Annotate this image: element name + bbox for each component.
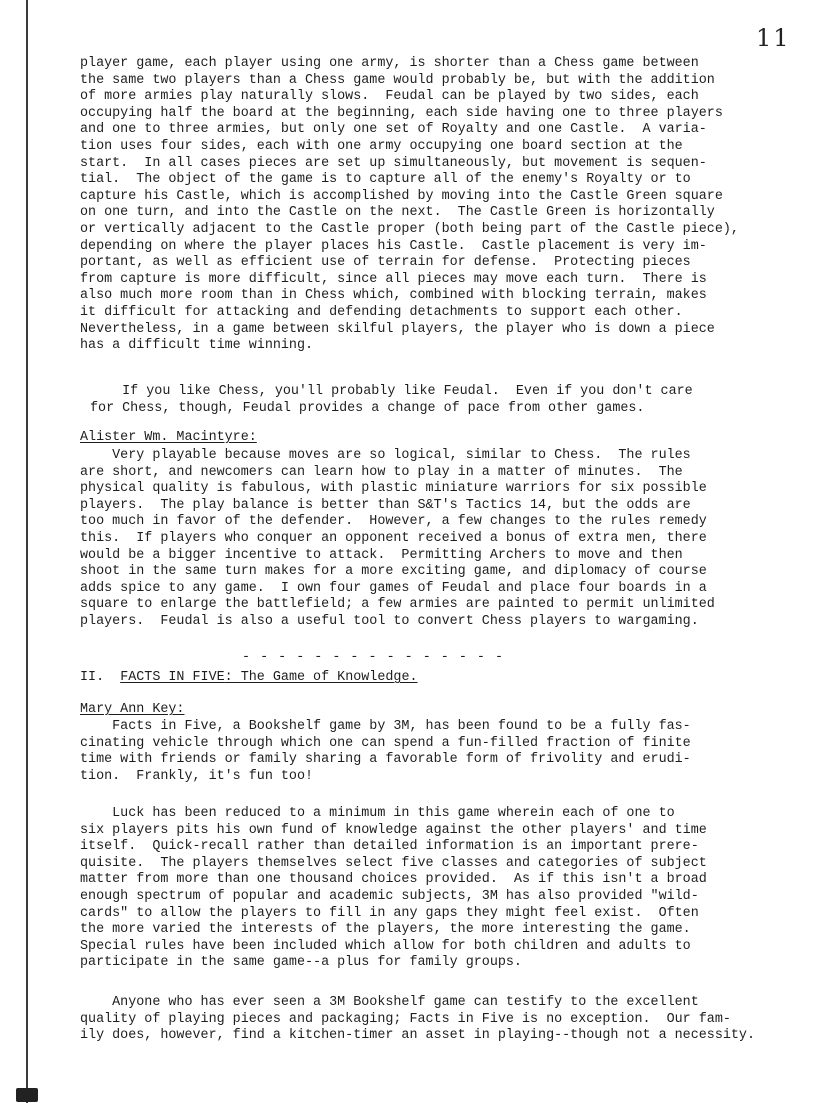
- text-line: occupying half the board at the beginning, each side having one to three players: [80, 105, 723, 121]
- reviewer-name: Mary Ann Key:: [80, 702, 185, 717]
- text-line: from capture is more difficult, since all pieces may move each turn. There is: [80, 271, 707, 287]
- text-line: has a difficult time winning.: [80, 338, 314, 354]
- text-line: it difficult for attacking and defending detachments to support each other.: [80, 304, 683, 320]
- reviewer-heading-macintyre: [80, 430, 780, 447]
- text-line: cinating vehicle through which one can spend a fun-filled fraction of finite: [80, 735, 691, 751]
- text-line: tion uses four sides, each with one army occupying one board section at the: [80, 138, 683, 154]
- text-line: participate in the same game--a plus for family groups.: [80, 955, 522, 971]
- text-line: player game, each player using one army, is shorter than a Chess game between: [80, 56, 699, 71]
- text-line: also much more room than in Chess which, combined with blocking terrain, makes: [80, 288, 707, 304]
- paragraph-feudal-closing: [90, 384, 790, 417]
- paragraph-macintyre: [80, 448, 780, 631]
- page-number: 11: [756, 24, 791, 52]
- text-line: itself. Quick-recall rather than detailed information is an important prere-: [80, 839, 699, 855]
- text-line: and one to three armies, but only one set of Royalty and one Castle. A varia-: [80, 122, 707, 138]
- section-number: II.: [80, 670, 105, 685]
- paragraph-key-intro: [80, 719, 780, 785]
- text-line: quisite. The players themselves select five classes and categories of subject: [80, 855, 707, 871]
- text-line: six players pits his own fund of knowledge against the other players' and time: [80, 822, 707, 838]
- text-line: or vertically adjacent to the Castle proper (both being part of the Castle piece),: [80, 221, 739, 237]
- text-line: start. In all cases pieces are set up simultaneously, but movement is sequen-: [80, 155, 707, 171]
- text-line: Facts in Five, a Bookshelf game by 3M, has been found to be a fully fas-: [80, 719, 691, 734]
- text-line: quality of playing pieces and packaging; Facts in Five is no exception. Our fam-: [80, 1011, 731, 1027]
- text-line: time with friends or family sharing a favorable form of frivolity and erudi-: [80, 752, 691, 768]
- reviewer-name: Alister Wm. Macintyre:: [80, 430, 257, 445]
- section-divider: - - - - - - - - - - - - - - -: [242, 650, 505, 665]
- text-line: enough spectrum of popular and academic subjects, 3M has also provided "wild-: [80, 888, 699, 904]
- text-line: tion. Frankly, it's fun too!: [80, 768, 314, 784]
- section-title-subtitle: : The Game of Knowledge.: [224, 670, 418, 685]
- text-line: Special rules have been included which allow for both children and adults to: [80, 938, 691, 954]
- text-line: would be a bigger incentive to attack. Permitting Archers to move and then: [80, 547, 683, 563]
- text-line: If you like Chess, you'll probably like Feudal. Even if you don't care: [90, 384, 693, 399]
- text-line: depending on where the player places his Castle. Castle placement is very im-: [80, 238, 707, 254]
- text-line: for Chess, though, Feudal provides a change of pace from other games.: [90, 400, 645, 416]
- text-line: Luck has been reduced to a minimum in this game wherein each of one to: [80, 806, 675, 821]
- page-edge-line: [26, 0, 28, 1103]
- text-line: too much in favor of the defender. However, a few changes to the rules remedy: [80, 514, 707, 530]
- text-line: cards" to allow the players to fill in any gaps they might feel exist. Often: [80, 905, 699, 921]
- text-line: Anyone who has ever seen a 3M Bookshelf game can testify to the excellent: [80, 995, 699, 1010]
- text-line: capture his Castle, which is accomplished by moving into the Castle Green square: [80, 188, 723, 204]
- text-line: tial. The object of the game is to capture all of the enemy's Royalty or to: [80, 172, 691, 188]
- text-line: matter from more than one thousand choices provided. As if this isn't a broad: [80, 872, 707, 888]
- section-heading: [80, 670, 780, 687]
- text-line: players. The play balance is better than S&T's Tactics 14, but the odds are: [80, 497, 691, 513]
- text-line: of more armies play naturally slows. Feudal can be played by two sides, each: [80, 89, 699, 105]
- text-line: ily does, however, find a kitchen-timer an asset in playing--though not a necessity.: [80, 1028, 755, 1044]
- text-line: portant, as well as efficient use of terrain for defense. Protecting pieces: [80, 255, 691, 271]
- text-line: shoot in the same turn makes for a more exciting game, and diplomacy of course: [80, 564, 707, 580]
- text-line: square to enlarge the battlefield; a few armies are painted to permit unlimited: [80, 597, 715, 613]
- text-line: Very playable because moves are so logical, similar to Chess. The rules: [80, 448, 691, 463]
- text-line: players. Feudal is also a useful tool to convert Chess players to wargaming.: [80, 613, 699, 629]
- paragraph-key-luck: [80, 806, 780, 972]
- text-line: this. If players who conquer an opponent received a bonus of extra men, there: [80, 530, 707, 546]
- text-line: the same two players than a Chess game would probably be, but with the addition: [80, 72, 715, 88]
- scan-mark: [16, 1088, 38, 1102]
- paragraph-key-quality: [80, 995, 780, 1045]
- section-title-game: FACTS IN FIVE: [120, 670, 225, 685]
- text-line: are short, and newcomers can learn how to play in a matter of minutes. The: [80, 464, 683, 480]
- paragraph-feudal-continued: [80, 56, 780, 355]
- text-line: physical quality is fabulous, with plastic miniature warriors for six possible: [80, 481, 707, 497]
- text-line: Nevertheless, in a game between skilful players, the player who is down a piece: [80, 321, 715, 337]
- text-line: on one turn, and into the Castle on the next. The Castle Green is horizontally: [80, 205, 715, 221]
- text-line: adds spice to any game. I own four games of Feudal and place four boards in a: [80, 580, 707, 596]
- reviewer-heading-key: [80, 702, 780, 719]
- text-line: the more varied the interests of the players, the more interesting the game.: [80, 922, 691, 938]
